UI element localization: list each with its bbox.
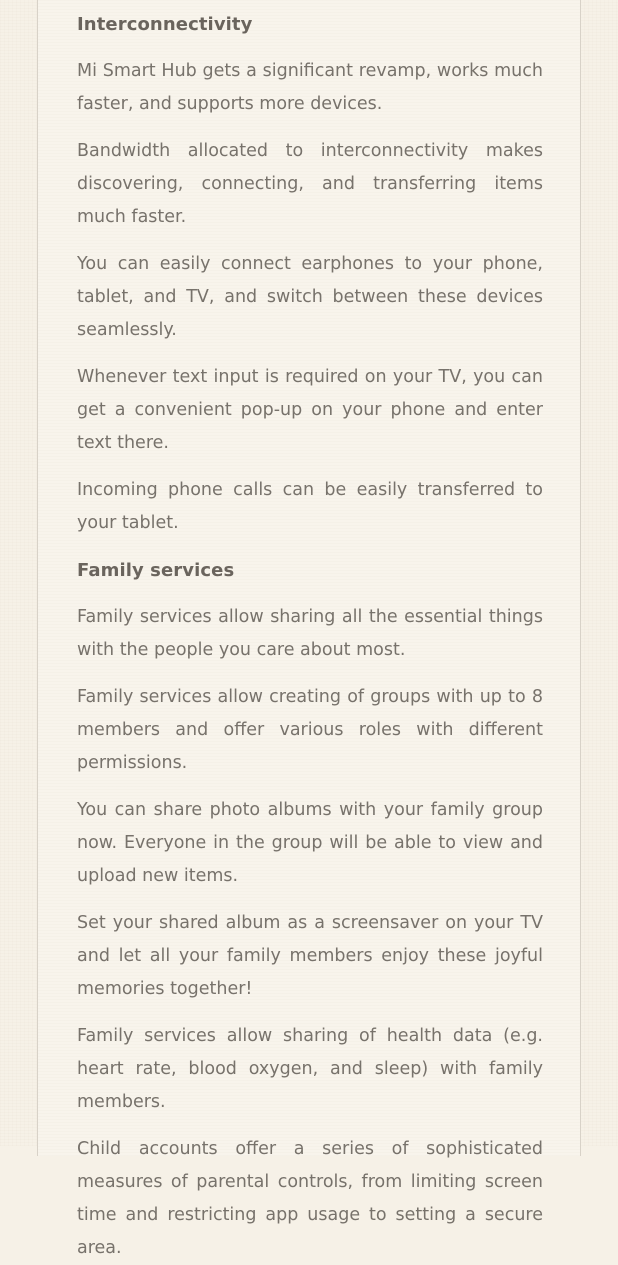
paragraph: Set your shared album as a screensaver on your TV and let all your family members enjoy these joyful memories together!	[77, 913, 543, 999]
paragraph: Family services allow sharing of health data (e.g. heart rate, blood oxygen, and sleep) with family members.	[77, 1026, 543, 1112]
section-heading-interconnectivity: Interconnectivity	[77, 14, 253, 35]
paragraph: You can easily connect earphones to your phone, tablet, and TV, and switch between these devices seamlessly.	[77, 254, 543, 340]
paragraph: Whenever text input is required on your TV, you can get a convenient pop-up on your phone and enter text there.	[77, 367, 543, 453]
release-notes-content	[77, 0, 543, 1265]
paragraph: Child accounts offer a series of sophisticated measures of parental controls, from limiting screen time and restricting app usage to setting a secure area.	[77, 1139, 543, 1258]
paragraph: Family services allow creating of groups with up to 8 members and offer various roles with different permissions.	[77, 687, 543, 773]
paragraph: Incoming phone calls can be easily transferred to your tablet.	[77, 480, 543, 533]
section-heading-family-services: Family services	[77, 560, 235, 581]
paragraph: Mi Smart Hub gets a significant revamp, works much faster, and supports more devices.	[77, 61, 543, 114]
paragraph: Family services allow sharing all the essential things with the people you care about most.	[77, 607, 543, 660]
paragraph: Bandwidth allocated to interconnectivity makes discovering, connecting, and transferring items much faster.	[77, 141, 543, 227]
paragraph: You can share photo albums with your family group now. Everyone in the group will be able to view and upload new items.	[77, 800, 543, 886]
